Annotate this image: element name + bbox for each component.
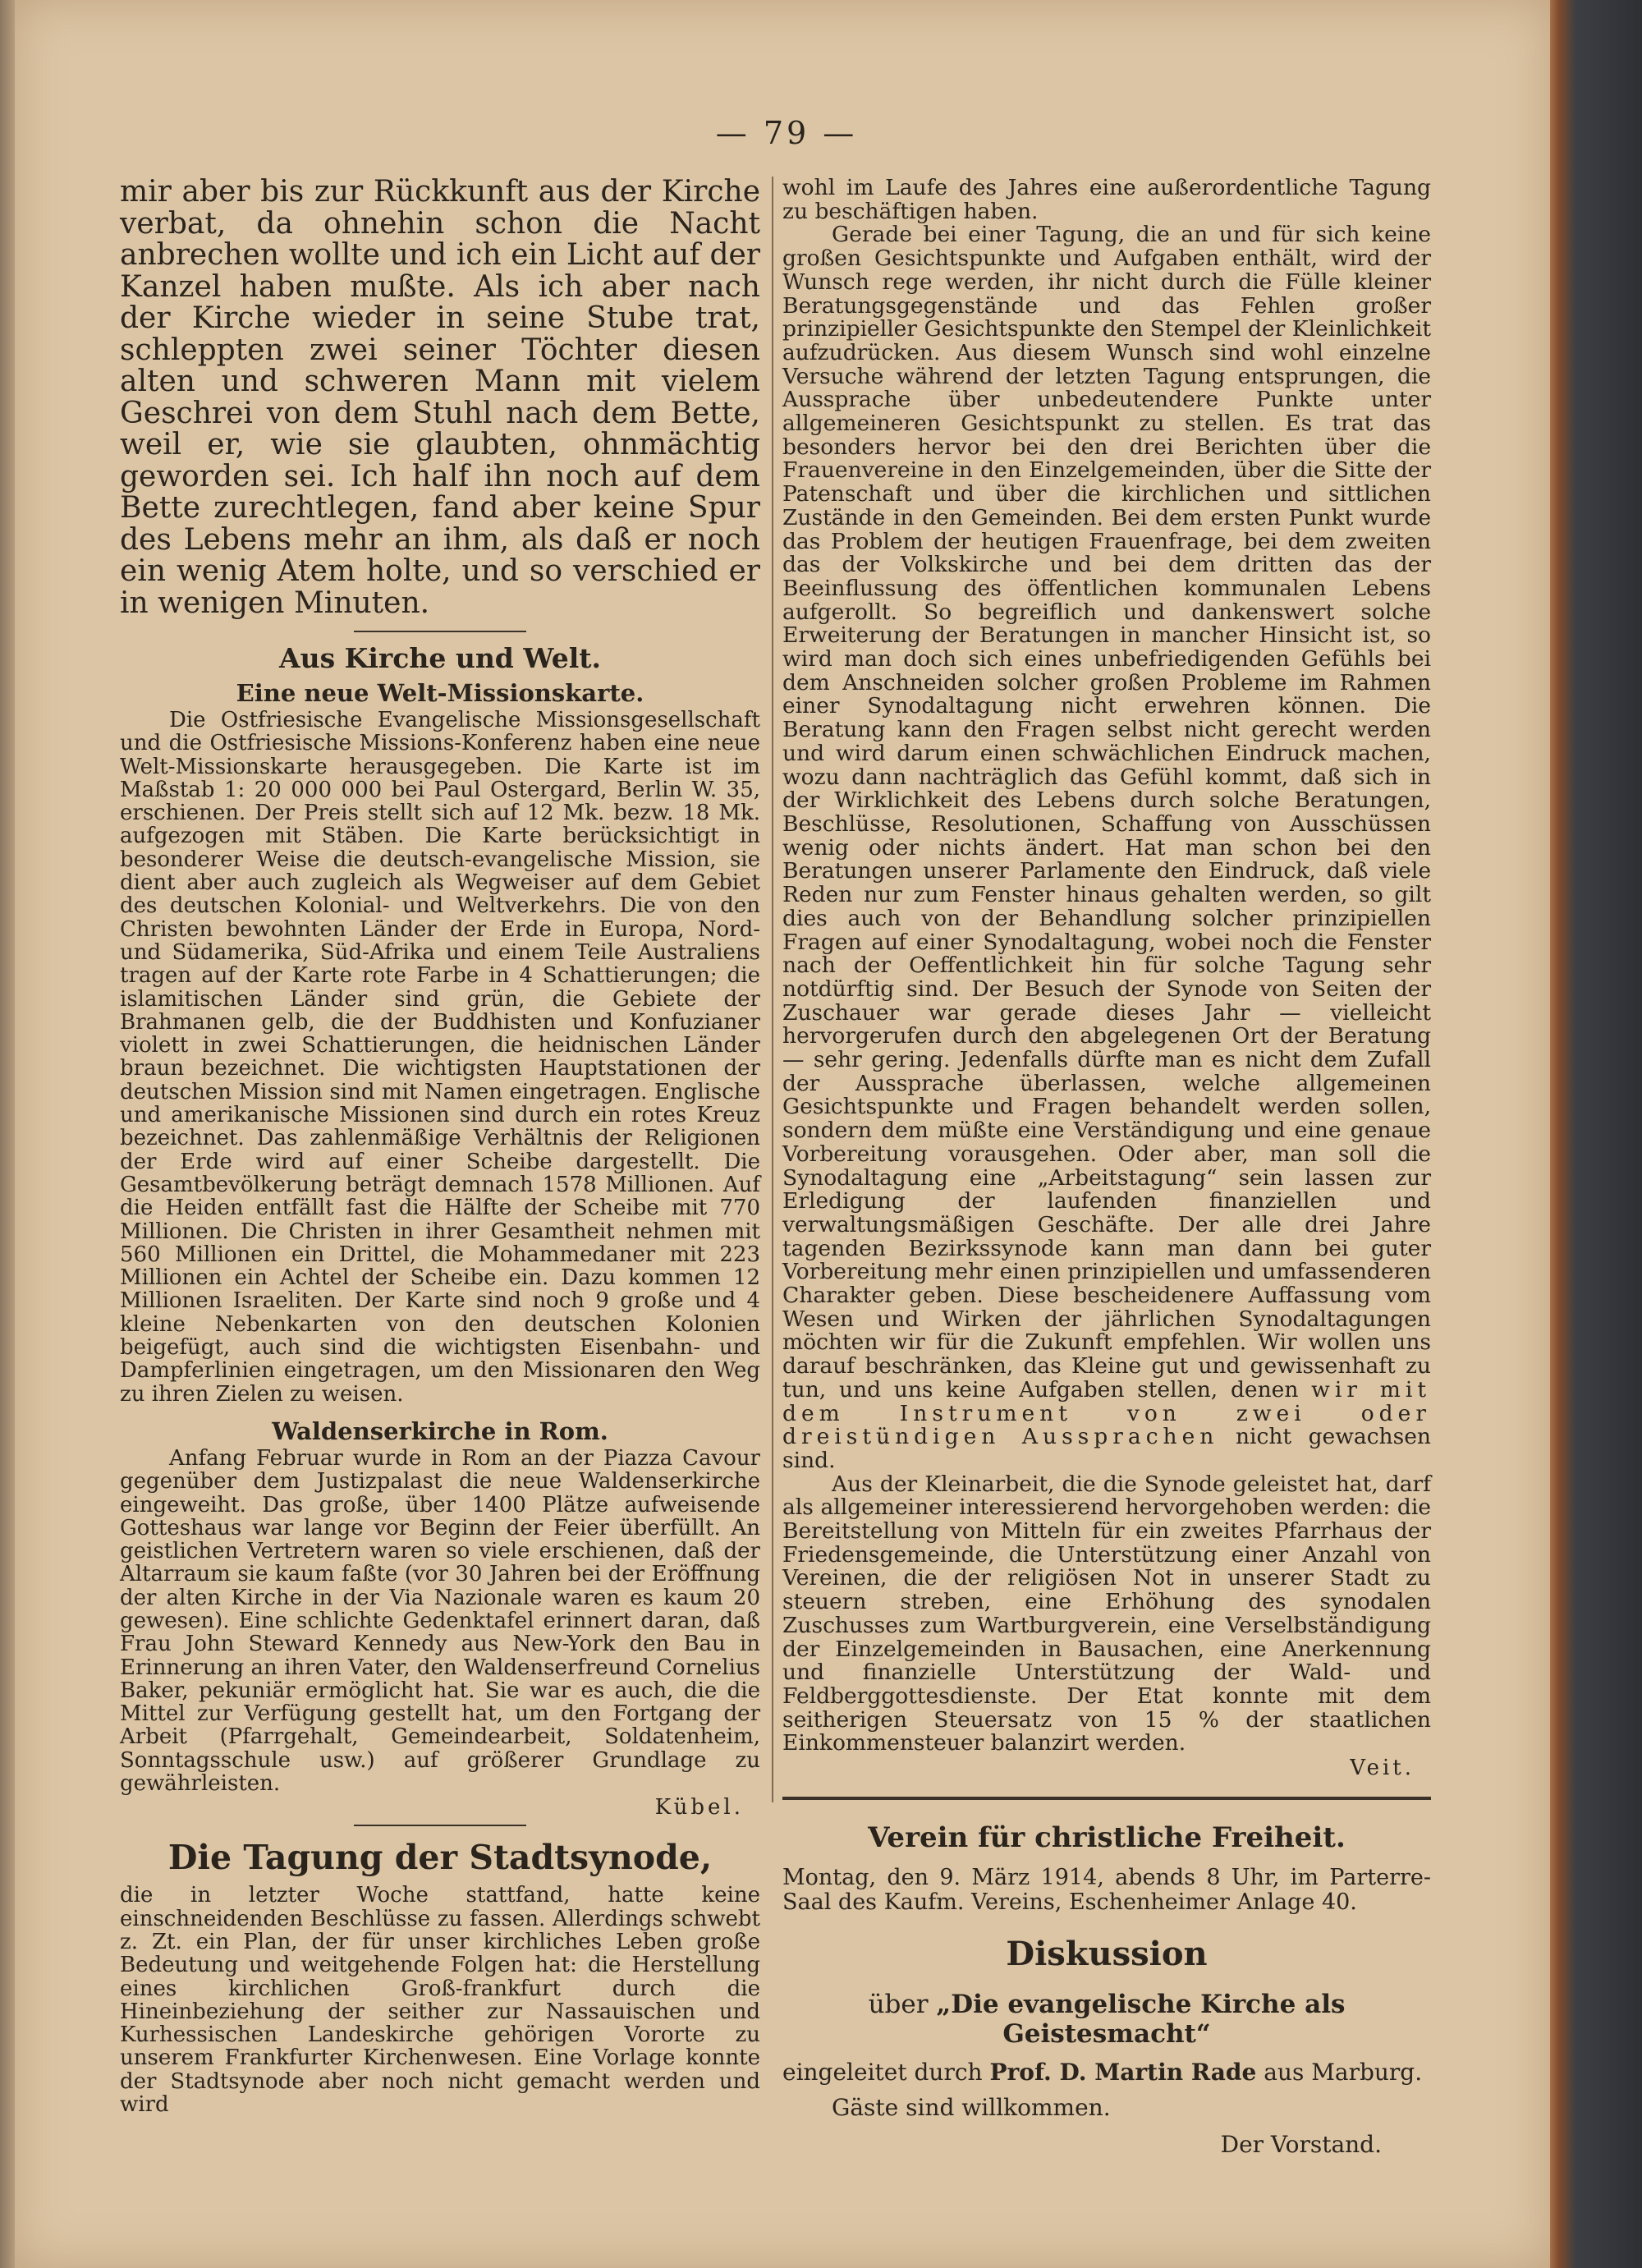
notice-speaker: Prof. D. Martin Rade [989, 2059, 1257, 2087]
intro-text: mir aber bis zur Rückkunft aus der Kirche verbat, da ohnehin schon die Nacht anbrechen wollte und ich ein Licht auf der Kanzel haben mußte. Als ich aber nach der Kirche wieder in seine Stube trat, schleppten zwei seiner Töchter diesen alten und schweren Mann mit vielem Geschrei von dem Stuhl nach dem Bette, weil er, wie sie glaubten, ohnmächtig geworden sei. Ich half ihn noch auf dem Bette zurechtlegen, fand aber keine Spur des Lebens mehr an ihm, als daß er noch ein wenig Atem holte, und so verschied er in wenigen Minuten. [120, 175, 760, 620]
notice-board: Der Vorstand. [1220, 2131, 1382, 2159]
notice-topic-title: „Die evangelische Kirche als Geistesmacht“ [936, 1990, 1346, 2050]
synod-commentary-text: Gerade bei einer Tagung, die an und für sich keine großen Gesichtspunkte und Aufgaben enthält, wird der Wunsch rege werden, ihr nicht durch die Fülle kleiner Beratungsgegenstände und das Fehlen großer prinzipieller Gesichtspunkte den Stempel der Kleinlichkeit aufzudrücken. Aus diesem Wunsch sind wohl einzelne Versuche während der letzten Tagung entsprungen, die Aussprache über unbedeutendere Punkte unter allgemeineren Gesichtspunkt zu stellen. Es trat das besonders hervor bei den drei Berichten über die Frauenvereine in den Einzelgemeinden, über die Sitte der Patenschaft und über die kirchlichen und sittlichen Zustände in den Gemeinden. Bei dem ersten Punkt wurde das Problem der heutigen Frauenfrage, bei dem zweiten das der Volkskirche und bei dem dritten das der Beeinflussung des öffentlichen kommunalen Lebens aufgerollt. So begreiflich und dankenswert solche Erweiterung der Beratungen in mancher Hinsicht ist, so wird man doch sich eines unbefriedigenden Gefühls bei dem Anschneiden solcher großen Probleme im Rahmen einer Synodaltagung nicht erwehren können. Die Beratung kann den Fragen selbst nicht gerecht werden und wird darum einen schwächlichen Eindruck machen, wozu dann nachträglich das Gefühl kommt, daß sich in der Wirklichkeit des Lebens durch solche Beratungen, Beschlüsse, Resolutionen, Schaffung von Ausschüssen wenig oder nichts ändert. Hat man schon bei den Beratungen unserer Parlamente den Eindruck, daß viele Reden nur zum Fenster hinaus gehalten werden, so gilt dies auch von der Behandlung solcher prinzipiellen Fragen auf einer Synodaltagung, wobei noch die Fenster nach der Oeffentlichkeit hin für solche Tagung sehr notdürftig sind. Der Besuch der Synode von Seiten der Zuschauer war gerade dieses Jahr — vielleicht hervorgerufen durch den abgelegenen Ort der Beratung — sehr gering. Jedenfalls dürfte man es nicht dem Zufall der Aussprache überlassen, welche allgemeinen Gesichtspunkte und Fragen behandelt werden sollen, sondern dem müßte eine Verständigung und eine genaue Vorbereitung vorausgehen. Oder aber, man soll die Synodaltagung eine „Arbeitstagung“ sein lassen zur Erledigung der laufenden finanziellen und verwaltungsmäßigen Geschäfte. Der alle drei Jahre tagenden Bezirkssynode kann man dann bei guter Vorbereitung mehr einen prinzipiellen und umfassenderen Charakter geben. Diese bescheidenere Auffassung vom Wesen und Wirken der jährlichen Synodaltagungen möchten wir für die Zukunft empfehlen. Wir wollen uns darauf beschränken, das Kleine gut und gewissenhaft zu tun, und uns keine Aufgaben stellen, denen [782, 222, 1431, 1403]
article-title-missionskarte: Eine neue Welt-Missionskarte. [236, 679, 644, 707]
section-divider [354, 631, 526, 632]
section-heading: Aus Kirche und Welt. [278, 642, 602, 674]
synod-results-paragraph: Aus der Kleinarbeit, die die Synode geleistet hat, darf als allgemeiner interessierend hervorgehoben werden: die Bereitstellung von Mitteln für ein zweites Pfarrhaus der Friedensgemeinde, die Unterstützung einer Anzahl von Vereinen, die der religiösen Not in unserer Stadt zu steuern streben, eine Erhöhung des synodalen Zuschusses zum Wartburgverein, eine Verselbständigung der Einzelgemeinden in Bausachen, eine Anerkennung und finanzielle Unterstützung der Wald- und Feldberggottesdienste. Der Etat konnte mit dem seitherigen Steuersatz von 15 % der staatlichen Einkommensteuer balanzirt werden. [782, 1471, 1431, 1756]
notice-intro-prefix: eingeleitet durch [782, 2059, 983, 2087]
notice-title: Verein für christliche Freiheit. [868, 1821, 1346, 1855]
notice-speaker-line [782, 2059, 1431, 2086]
article-signature-veit: Veit. [1350, 1756, 1415, 1781]
continuation-text: wohl im Laufe des Jahres eine außerordentliche Tagung zu beschäftigen haben. [782, 175, 1431, 224]
article-text-waldenserkirche: Anfang Februar wurde in Rom an der Piazza Cavour gegenüber dem Justizpalast die neue Waldenserkirche eingeweiht. Das große, über 1400 Plätze aufweisende Gotteshaus war lange vor Beginn der Feier überfüllt. An geistlichen Vertretern waren so viele erschienen, daß der Altarraum sie kaum faßte (vor 30 Jahren bei der Eröffnung der alten Kirche in der Via Nazionale waren es kaum 20 gewesen). Eine schlichte Gedenktafel erinnert daran, daß Frau John Steward Kennedy aus New-York den Bau in Erinnerung an ihren Vater, den Waldenserfreund Cornelius Baker, pekuniär ermöglicht hat. Sie war es auch, die die Mittel zur Verfügung gestellt hat, um den Fortgang der Arbeit (Pfarrgehalt, Gemeindearbeit, Soldatenheim, Sonntagsschule usw.) auf größerer Grundlage zu gewährleisten. [120, 1445, 760, 1797]
notice-topic [782, 1990, 1431, 2049]
synod-commentary-end: nicht gewachsen sind. [782, 1424, 1431, 1473]
right-column [782, 177, 1431, 2158]
article-text-missionskarte: Die Ostfriesische Evangelische Missionsgesellschaft und die Ostfriesische Missions-Konferenz haben eine neue Welt-Missionskarte herausgegeben. Die Karte ist im Maßstab 1: 20 000 000 bei Paul Ostergard, Berlin W. 35, erschienen. Der Preis stellt sich auf 12 Mk. bezw. 18 Mk. aufgezogen mit Stäben. Die Karte berücksichtigt in besonderer Weise die deutsch-evangelische Mission, sie dient aber auch zugleich als Wegweiser auf dem Gebiet des deutschen Kolonial- und Weltverkehrs. Die von den Christen bewohnten Länder der Erde in Europa, Nord- und Südamerika, Süd-Afrika und einem Teile Australiens tragen auf der Karte rote Farbe in 4 Schattierungen; die islamitischen Länder sind grün, die Gebiete der Brahmanen gelb, die der Buddhisten und Konfuzianer violett in zwei Schattierungen, die heidnischen Länder braun bezeichnet. Die wichtigsten Hauptstationen der deutschen Mission sind mit Namen eingetragen. Englische und amerikanische Missionen sind durch ein rotes Kreuz bezeichnet. Das zahlenmäßige Verhältnis der Religionen der Erde wird auf einer Scheibe dargestellt. Die Gesamtbevölkerung beträgt demnach 1578 Millionen. Auf die Heiden entfällt fast die Hälfte der Scheibe mit 770 Millionen. Die Christen in ihrer Gesamtheit nehmen mit 560 Millionen ein Drittel, die Mohammedaner mit 223 Millionen ein Achtel der Scheibe ein. Dazu kommen 12 Millionen Israeliten. Der Karte sind noch 9 große und 4 kleine Nebenkarten von den deutschen Kolonien beigefügt, auch sind die wichtigsten Eisenbahn- und Dampferlinien eingetragen, um den Missionaren den Weg zu ihren Zielen zu weisen. [120, 708, 760, 1407]
notice-date-place: Montag, den 9. März 1914, abends 8 Uhr, im Parterre-Saal des Kaufm. Vereins, Eschenheimer Anlage 40. [782, 1865, 1431, 1916]
article-divider [354, 1825, 526, 1826]
notice-intro-suffix: aus Marburg. [1264, 2059, 1423, 2087]
spaced-emphasis-text: wir mit dem Instrument von zwei oder dreistündigen Aussprachen [782, 1376, 1431, 1450]
article-title-stadtsynode: Die Tagung der Stadtsynode, [167, 1838, 713, 1878]
book-binding [1548, 0, 1642, 2268]
notice-divider [782, 1797, 1431, 1800]
synod-commentary-paragraph [782, 223, 1431, 1472]
column-divider [772, 177, 773, 1802]
article-signature-kuebel: Kübel. [654, 1795, 744, 1820]
page-number: — 79 — [715, 115, 858, 151]
left-column [120, 177, 760, 2116]
notice-topic-prefix: über [868, 1990, 929, 2020]
newspaper-page [15, 0, 1550, 2268]
notice-heading: Diskussion [1006, 1935, 1208, 1974]
article-title-waldenserkirche: Waldenserkirche in Rom. [272, 1416, 608, 1445]
notice-guests: Gäste sind willkommen. [832, 2094, 1111, 2122]
article-text-stadtsynode: die in letzter Woche stattfand, hatte keine einschneidenden Beschlüsse zu fassen. Allerdings schwebt z. Zt. ein Plan, der für unser kirchliches Leben große Bedeutung und weitgehende Folgen hat: die Herstellung eines kirchlichen Groß-frankfurt durch die Hineinbeziehung der seither zur Nassauischen und Kurhessischen Landeskirche gehörigen Vororte zu unserem Frankfurter Kirchenwesen. Eine Vorlage konnte der Stadtsynode aber noch nicht gemacht werden und wird [120, 1883, 760, 2118]
